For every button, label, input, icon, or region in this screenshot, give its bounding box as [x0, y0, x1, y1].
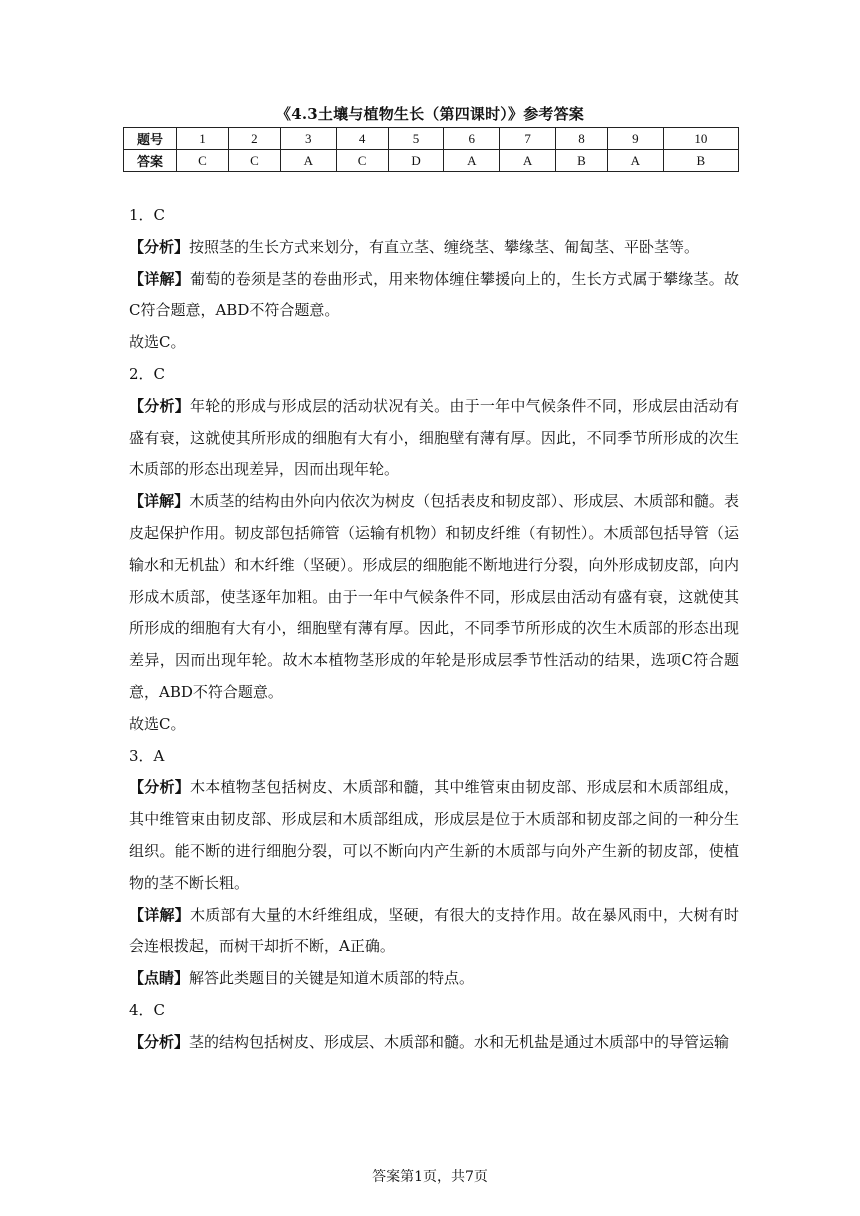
paragraph-text: 解答此类题目的关键是知道木质部的特点。 — [189, 969, 475, 988]
analysis-paragraph — [129, 772, 739, 899]
analysis-tag: 【分析】 — [129, 237, 190, 256]
table-cell: 10 — [663, 128, 738, 150]
table-cell: C — [177, 150, 229, 172]
page-title: 《4.3土壤与植物生长（第四课时）》参考答案 — [276, 105, 584, 123]
detail-paragraph — [129, 900, 739, 964]
table-cell: B — [556, 150, 608, 172]
row-label-number: 题号 — [124, 128, 177, 150]
table-cell: C — [228, 150, 280, 172]
answer-explanations — [129, 200, 739, 1059]
table-cell: 8 — [556, 128, 608, 150]
analysis-tag: 【分析】 — [129, 778, 191, 797]
paragraph-text: 木质部有大量的木纤维组成，坚硬，有很大的支持作用。故在暴风雨中，大树有时会连根拨起，而树干却折不断，A正确。 — [129, 905, 739, 956]
question-number: 4．C — [129, 1000, 166, 1019]
paragraph-text: 年轮的形成与形成层的活动状况有关。由于一年中气候条件不同，形成层由活动有盛有衰，这就使其所形成的细胞有大有小，细胞壁有薄有厚。因此，不同季节所形成的次生木质部的形态出现差异，因而出现年轮。 — [129, 396, 739, 479]
paragraph-text: 按照茎的生长方式来划分，有直立茎、缠绕茎、攀缘茎、匍匐茎、平卧茎等。 — [189, 237, 700, 256]
table-row-numbers — [124, 128, 739, 150]
table-row-answers — [124, 150, 739, 172]
analysis-paragraph — [129, 1027, 739, 1059]
table-cell: 6 — [444, 128, 500, 150]
conclusion-paragraph: 故选C。 — [129, 333, 186, 352]
analysis-paragraph — [129, 391, 739, 486]
table-cell: 5 — [388, 128, 444, 150]
table-cell: 3 — [280, 128, 336, 150]
page-footer: 答案第1页，共7页 — [372, 1169, 488, 1185]
table-cell: 4 — [336, 128, 388, 150]
key-point-tag: 【点睛】 — [129, 969, 190, 988]
analysis-tag: 【分析】 — [129, 396, 191, 415]
paragraph-text: 木质茎的结构由外向内依次为树皮（包括表皮和韧皮部）、形成层、木质部和髓。表皮起保护作用。韧皮部包括筛管（运输有机物）和韧皮纤维（有韧性）。木质部包括导管（运输水和无机盐）和木纤维（坚硬）。形成层的细胞能不断地进行分裂，向外形成韧皮部，向内形成木质部，使茎逐年加粗。由于一年中气候条件不同，形成层由活动有盛有衰，这就使其所形成的细胞有大有小，细胞壁有薄有厚。因此，不同季节所形成的次生木质部的形态出现差异，因而出现年轮。故木本植物茎形成的年轮是形成层季节性活动的结果，选项C符合题意，ABD不符合题意。 — [129, 492, 739, 701]
table-cell: D — [388, 150, 444, 172]
detail-tag: 【详解】 — [129, 492, 190, 511]
table-cell: 1 — [177, 128, 229, 150]
analysis-tag: 【分析】 — [129, 1032, 190, 1051]
question-number: 3．A — [129, 746, 165, 765]
detail-paragraph — [129, 486, 739, 709]
question-number: 1．C — [129, 206, 166, 224]
table-cell: A — [607, 150, 663, 172]
detail-paragraph — [129, 264, 739, 328]
key-point-paragraph — [129, 963, 739, 995]
table-cell: 7 — [500, 128, 556, 150]
detail-tag: 【详解】 — [129, 905, 191, 924]
paragraph-text: 葡萄的卷须是茎的卷曲形式，用来物体缠住攀援向上的，生长方式属于攀缘茎。故C符合题意，ABD不符合题意。 — [129, 269, 739, 320]
row-label-answer: 答案 — [124, 150, 177, 172]
analysis-paragraph — [129, 232, 739, 264]
paragraph-text: 茎的结构包括树皮、形成层、木质部和髓。水和无机盐是通过木质部中的导管运输 — [189, 1032, 730, 1051]
table-cell: 9 — [607, 128, 663, 150]
table-cell: C — [336, 150, 388, 172]
table-cell: A — [500, 150, 556, 172]
table-cell: A — [444, 150, 500, 172]
table-cell: B — [663, 150, 738, 172]
paragraph-text: 木本植物茎包括树皮、木质部和髓，其中维管束由韧皮部、形成层和木质部组成，其中维管束由韧皮部、形成层和木质部组成，形成层是位于木质部和韧皮部之间的一种分生组织。能不断的进行细胞分裂，可以不断向内产生新的木质部与向外产生新的韧皮部，使植物的茎不断长粗。 — [129, 778, 739, 892]
table-cell: A — [280, 150, 336, 172]
answer-table — [123, 127, 739, 172]
conclusion-paragraph: 故选C。 — [129, 714, 186, 733]
detail-tag: 【详解】 — [129, 269, 191, 288]
question-number: 2．C — [129, 364, 166, 383]
table-cell: 2 — [228, 128, 280, 150]
